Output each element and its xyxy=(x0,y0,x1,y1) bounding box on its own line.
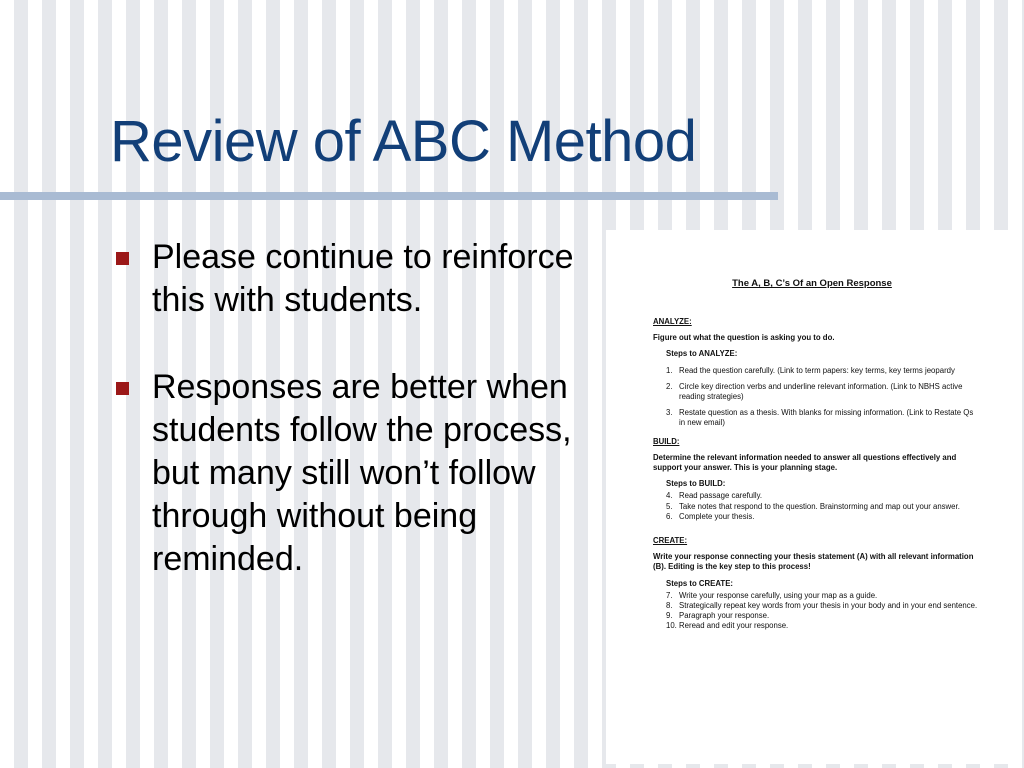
bullet-list xyxy=(112,236,592,625)
analyze-steps-heading: Steps to ANALYZE: xyxy=(666,349,738,359)
build-steps-heading: Steps to BUILD: xyxy=(666,479,726,489)
step-text: Reread and edit your response. xyxy=(679,621,789,631)
step-number: 10. xyxy=(666,621,677,631)
document-title: The A, B, C’s Of an Open Response xyxy=(732,278,892,289)
step-number: 8. xyxy=(666,601,673,611)
analyze-heading: ANALYZE: xyxy=(653,317,692,326)
step-item xyxy=(666,408,978,428)
create-steps-heading: Steps to CREATE: xyxy=(666,578,733,588)
create-description: Write your response connecting your thesis statement (A) with all relevant information (B). Editing is the key step to this process! xyxy=(653,552,974,572)
step-text: Circle key direction verbs and underline relevant information. (Link to NBHS active reading strategies) xyxy=(679,381,963,402)
step-item xyxy=(666,502,978,512)
build-description: Determine the relevant information needed to answer all questions effectively and support your answer. This is your planning stage. xyxy=(653,452,957,473)
square-bullet-icon xyxy=(116,382,129,395)
build-steps xyxy=(653,491,978,522)
step-text: Paragraph your response. xyxy=(679,611,770,621)
step-item xyxy=(666,366,978,376)
step-number: 2. xyxy=(666,381,673,391)
analyze-steps xyxy=(653,366,978,429)
bullet-text: Responses are better when students follow the process, but many still won’t follow through without being reminded. xyxy=(152,368,572,578)
create-steps xyxy=(653,591,978,632)
step-number: 1. xyxy=(666,365,673,375)
build-heading: BUILD: xyxy=(653,436,680,446)
title-divider xyxy=(0,192,778,200)
step-number: 3. xyxy=(666,408,673,418)
bullet-item xyxy=(112,366,592,581)
step-item xyxy=(666,621,978,631)
step-item xyxy=(666,611,978,621)
square-bullet-icon xyxy=(116,252,129,265)
step-text: Take notes that respond to the question. Brainstorming and map out your answer. xyxy=(679,501,960,511)
step-text: Write your response carefully, using your map as a guide. xyxy=(679,590,878,600)
slide-title: Review of ABC Method xyxy=(110,109,697,174)
step-number: 5. xyxy=(666,501,673,511)
step-item xyxy=(666,512,978,522)
document-body xyxy=(653,317,978,632)
step-item xyxy=(666,601,978,611)
step-text: Strategically repeat key words from your thesis in your body and in your end sentence. xyxy=(679,601,978,611)
step-number: 4. xyxy=(666,491,673,501)
step-item xyxy=(666,382,978,402)
step-item xyxy=(666,591,978,601)
step-text: Read passage carefully. xyxy=(679,491,763,501)
create-heading: CREATE: xyxy=(653,536,688,546)
step-number: 9. xyxy=(666,611,673,621)
step-text: Read the question carefully. (Link to term papers: key terms, key terms jeopardy xyxy=(679,365,955,375)
bullet-item xyxy=(112,236,592,322)
document-image xyxy=(606,230,1018,764)
step-text: Complete your thesis. xyxy=(679,511,755,521)
bullet-text: Please continue to reinforce this with students. xyxy=(152,238,574,319)
analyze-description: Figure out what the question is asking you to do. xyxy=(653,333,835,343)
step-number: 7. xyxy=(666,590,673,600)
step-number: 6. xyxy=(666,511,673,521)
step-item xyxy=(666,491,978,501)
step-text: Restate question as a thesis. With blanks for missing information. (Link to Restate Qs in new email) xyxy=(679,408,974,428)
